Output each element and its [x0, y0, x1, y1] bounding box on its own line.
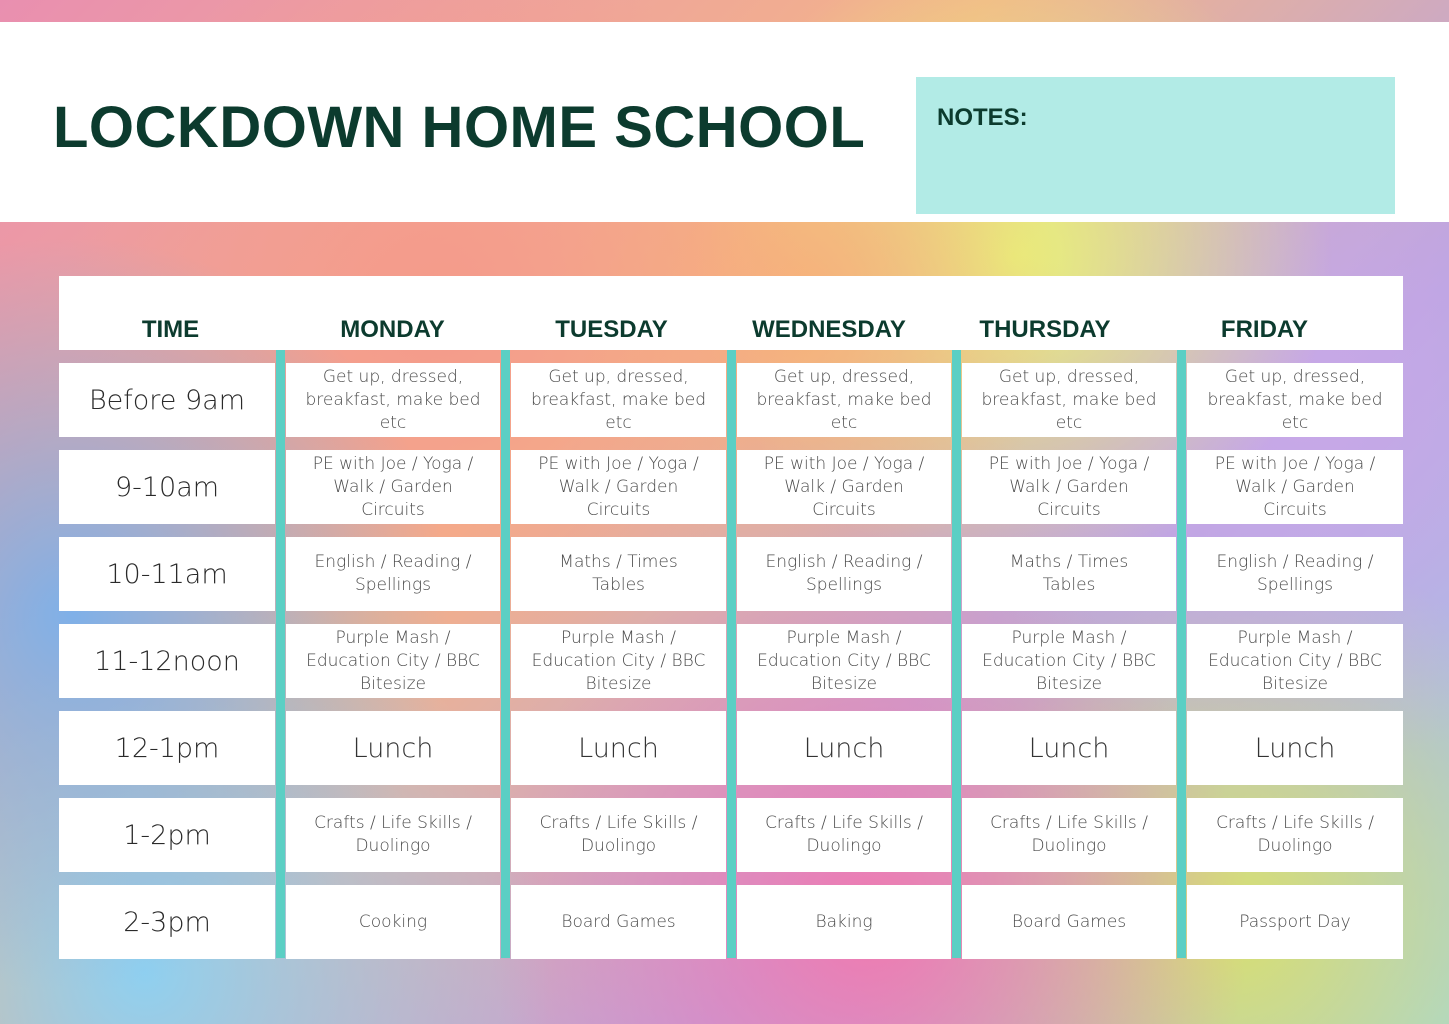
activity-cell: [737, 711, 951, 785]
activity-text: Lunch: [803, 732, 885, 764]
activity-cell: [511, 885, 726, 959]
activity-text: PE with Joe / Yoga / Walk / Garden Circuits: [1214, 453, 1376, 520]
notes-box[interactable]: [916, 77, 1395, 214]
column-header-time: TIME: [141, 316, 200, 343]
activity-text: Cooking: [358, 911, 428, 932]
activity-cell: [737, 450, 951, 524]
activity-cell: [962, 798, 1176, 872]
activity-text: Get up, dressed, breakfast, make bed etc: [756, 366, 932, 433]
column-divider: [1177, 350, 1186, 958]
time-cell: [59, 711, 275, 785]
activity-text: PE with Joe / Yoga / Walk / Garden Circuits: [538, 453, 699, 520]
activity-cell: [286, 711, 500, 785]
activity-text: Board Games: [1011, 911, 1127, 932]
time-cell: [59, 624, 275, 698]
activity-text: Passport Day: [1239, 911, 1351, 932]
activity-cell: [511, 450, 726, 524]
time-label: 1-2pm: [123, 819, 211, 851]
activity-cell: [511, 624, 726, 698]
column-divider: [952, 350, 961, 958]
activity-text: Lunch: [1028, 732, 1110, 764]
column-header-friday: FRIDAY: [1220, 316, 1309, 343]
activity-text: Purple Mash / Education City / BBC Bitesize: [1208, 627, 1382, 694]
activity-text: Lunch: [352, 732, 434, 764]
column-divider: [727, 350, 736, 958]
time-label: 11-12noon: [94, 645, 240, 677]
time-label: 9-10am: [114, 471, 220, 503]
activity-cell: [737, 363, 951, 437]
activity-cell: [1187, 885, 1403, 959]
activity-text: English / Reading / Spellings: [1216, 552, 1374, 595]
activity-text: Get up, dressed, breakfast, make bed etc: [981, 366, 1157, 433]
activity-text: English / Reading / Spellings: [765, 552, 923, 595]
column-header-wednesday: WEDNESDAY: [752, 316, 906, 343]
activity-text: Crafts / Life Skills / Duolingo: [539, 813, 698, 856]
time-cell: [59, 885, 275, 959]
activity-cell: [1187, 624, 1403, 698]
activity-cell: [962, 885, 1176, 959]
column-divider: [276, 350, 285, 958]
time-cell: [59, 363, 275, 437]
activity-cell: [511, 363, 726, 437]
time-label: 2-3pm: [123, 906, 211, 938]
time-label: 10-11am: [106, 558, 228, 590]
activity-cell: [511, 711, 726, 785]
activity-cell: [962, 624, 1176, 698]
column-header-tuesday: TUESDAY: [555, 316, 668, 343]
table-header-row: [59, 276, 1403, 350]
header: [0, 22, 1449, 222]
activity-text: PE with Joe / Yoga / Walk / Garden Circuits: [763, 453, 925, 520]
time-label: Before 9am: [88, 384, 246, 416]
activity-cell: [286, 363, 500, 437]
column-header-monday: MONDAY: [340, 316, 445, 343]
activity-text: Get up, dressed, breakfast, make bed etc: [531, 366, 706, 433]
notes-label: NOTES:: [937, 104, 1028, 131]
activity-cell: [1187, 537, 1403, 611]
time-cell: [59, 450, 275, 524]
activity-cell: [286, 798, 500, 872]
activity-text: Maths / Times Tables: [559, 552, 678, 595]
activity-cell: [286, 537, 500, 611]
activity-cell: [737, 624, 951, 698]
activity-text: PE with Joe / Yoga / Walk / Garden Circuits: [988, 453, 1150, 520]
activity-cell: [737, 885, 951, 959]
activity-cell: [286, 450, 500, 524]
time-cell: [59, 537, 275, 611]
activity-cell: [511, 537, 726, 611]
activity-text: Get up, dressed, breakfast, make bed etc: [305, 366, 481, 433]
time-cell: [59, 798, 275, 872]
activity-text: Board Games: [561, 911, 676, 932]
activity-text: Baking: [815, 911, 873, 932]
activity-text: Purple Mash / Education City / BBC Bitesize: [531, 627, 706, 694]
activity-text: Maths / Times Tables: [1009, 552, 1129, 595]
activity-cell: [1187, 711, 1403, 785]
activity-cell: [1187, 798, 1403, 872]
activity-cell: [1187, 450, 1403, 524]
page-title: LOCKDOWN HOME SCHOOL: [53, 95, 866, 160]
activity-text: Purple Mash / Education City / BBC Bitesize: [306, 627, 480, 694]
activity-cell: [962, 363, 1176, 437]
activity-text: PE with Joe / Yoga / Walk / Garden Circuits: [312, 453, 474, 520]
activity-text: Purple Mash / Education City / BBC Bitesize: [757, 627, 931, 694]
activity-cell: [962, 537, 1176, 611]
activity-cell: [286, 885, 500, 959]
activity-text: English / Reading / Spellings: [314, 552, 472, 595]
activity-cell: [1187, 363, 1403, 437]
column-header-thursday: THURSDAY: [979, 316, 1111, 343]
activity-cell: [286, 624, 500, 698]
activity-cell: [962, 711, 1176, 785]
activity-text: Crafts / Life Skills / Duolingo: [765, 813, 923, 856]
column-divider: [501, 350, 510, 958]
activity-cell: [737, 798, 951, 872]
activity-text: Purple Mash / Education City / BBC Bitesize: [982, 627, 1156, 694]
activity-text: Get up, dressed, breakfast, make bed etc: [1207, 366, 1383, 433]
activity-cell: [737, 537, 951, 611]
activity-text: Crafts / Life Skills / Duolingo: [1216, 813, 1374, 856]
activity-cell: [511, 798, 726, 872]
activity-text: Lunch: [578, 732, 659, 764]
activity-text: Crafts / Life Skills / Duolingo: [314, 813, 472, 856]
activity-text: Crafts / Life Skills / Duolingo: [990, 813, 1148, 856]
activity-cell: [962, 450, 1176, 524]
activity-text: Lunch: [1254, 732, 1336, 764]
time-label: 12-1pm: [114, 732, 220, 764]
